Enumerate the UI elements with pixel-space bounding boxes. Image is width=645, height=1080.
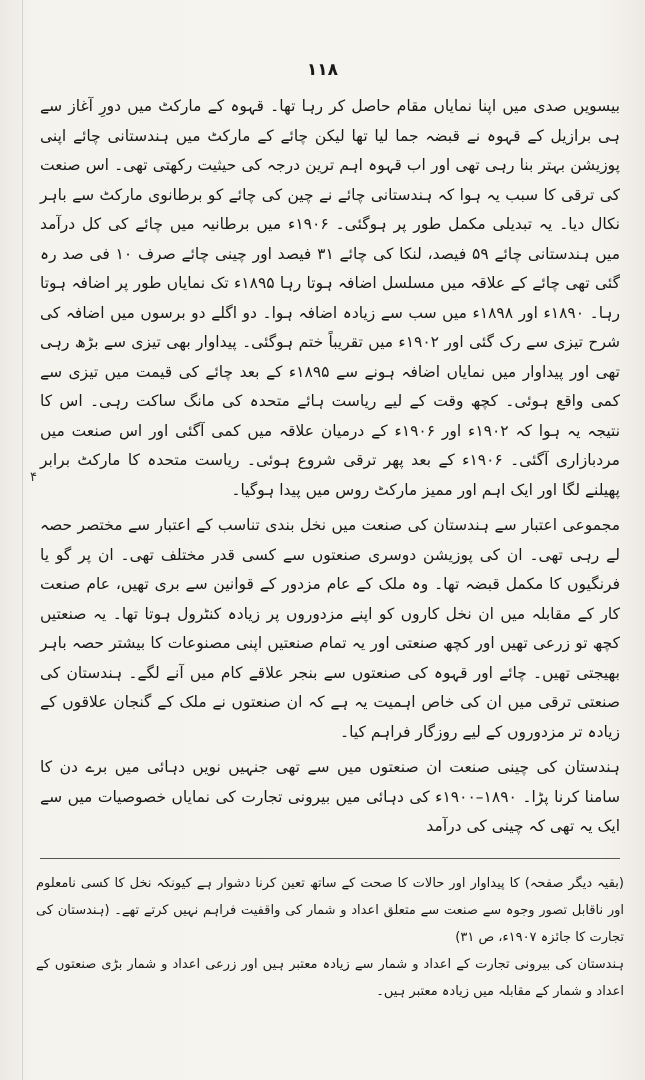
footnotes	[36, 870, 624, 1005]
footnote-divider	[40, 858, 620, 859]
body-text	[40, 92, 620, 842]
footnote-2: ہندستان کی بیرونی تجارت کے اعداد و شمار سے زیادہ معتبر ہیں اور زرعی اعداد و شمار بڑی صنعتوں کے اعداد و شمار کے مقابلہ میں زیادہ معتبر ہیں۔	[36, 957, 624, 999]
margin-mark: ۴	[30, 470, 37, 485]
footnote-1: (بقیہ دیگر صفحہ) کا پیداوار اور حالات کا صحت کے ساتھ تعین کرنا دشوار ہے کیونکہ نخل کا کسی نامعلوم اور ناقابل تصور وجوہ سے صنعت سے متعلق اعداد و شمار کی واقفیت فراہم نہیں کرتے تھے۔ (ہندستان کی تجارت کا جائزہ ۱۹۰۷ء، ص ۳۱)	[36, 876, 624, 945]
page-edge	[22, 0, 23, 1080]
paragraph-plantation-industries: مجموعی اعتبار سے ہندستان کی صنعت میں نخل بندی تناسب کے اعتبار سے مختصر حصہ لے رہی تھی۔ ان کی پوزیشن دوسری صنعتوں سے کسی قدر مختلف تھی۔ ان پر گو یا فرنگیوں کا مکمل قبضہ تھا۔ وہ ملک کے عام مزدور کے قوانین سے بری تھیں، عام صنعت کار کے مقابلہ میں ان نخل کاروں کو اپنے مزدوروں پر زیادہ کنٹرول ہوتا تھا۔ یہ صنعتیں کچھ تو زرعی تھیں اور کچھ صنعتی اور یہ تمام صنعتیں اپنی مصنوعات کا بیشتر حصہ باہر بھیجتی تھیں۔ چائے اور قہوہ کی صنعتوں سے بنجر علاقے کام میں آنے لگے۔ ہندستان کی صنعتی ترقی میں ان کی خاص اہمیت یہ ہے کہ ان صنعتوں نے ملک کے گنجان علاقوں کے زیادہ تر مزدوروں کے لیے روزگار فراہم کیا۔	[40, 516, 620, 741]
paragraph-tea-coffee: بیسویں صدی میں اپنا نمایاں مقام حاصل کر رہا تھا۔ قہوہ کے مارکٹ میں دورِ آغاز سے ہی برازیل کے قہوہ نے قبضہ جما لیا تھا لیکن چائے کے مارکٹ میں ہندستانی چائے اپنی پوزیشن بہتر بنا رہی تھی اور اب قہوہ اہم ترین درجہ کی حیثیت رکھتی تھی۔ اس صنعت کی ترقی کا سبب یہ ہوا کہ ہندستانی چائے نے چین کی چائے کو برطانوی مارکٹ سے باہر نکال دیا۔ یہ تبدیلی مکمل طور پر ہوگئی۔ ۱۹۰۶ء میں برطانیہ میں چائے کی کل درآمد میں ہندستانی چائے ۵۹ فیصد، لنکا کی چائے ۳۱ فیصد اور چینی چائے صرف ۱۰ فی صد رہ گئی تھی چائے کے علاقہ میں مسلسل اضافہ ہوتا رہا ۱۸۹۵ء تک نمایاں طور پر اضافہ ہوتا رہا۔ ۱۸۹۰ء اور ۱۸۹۸ء میں سب سے زیادہ اضافہ ہوا۔ دو اگلے دو برسوں میں اضافہ کی شرح تیزی سے رک گئی اور ۱۹۰۲ء میں تقریباً ختم ہوگئی۔ پیداوار بھی تیزی سے بڑھ رہی تھی اور پیداوار میں نمایاں اضافہ ہونے سے ۱۸۹۵ء کے بعد چائے کی قیمت میں تیزی سے کمی واقع ہوئی۔ کچھ وقت کے لیے ریاست ہائے متحدہ کی مانگ ساکت رہی۔ اس کا نتیجہ یہ ہوا کہ ۱۹۰۲ء اور ۱۹۰۶ء کے درمیان علاقہ میں کمی آگئی اور اس صنعت میں مردبازاری آگئی۔ ۱۹۰۶ء کے بعد پھر ترقی شروع ہوئی۔ ریاست متحدہ کا مارکٹ برابر پھیلنے لگا اور ایک اہم اور ممیز مارکٹ روس میں پیدا ہوگیا۔	[40, 97, 621, 499]
page-number: ۱۱۸	[306, 60, 339, 80]
paragraph-sugar-industry: ہندستان کی چینی صنعت ان صنعتوں میں سے تھی جنہیں نویں دہائی میں برے دن کا سامنا کرنا پڑا۔ ۱۸۹۰–۱۹۰۰ء کی دہائی میں بیرونی تجارت کی نمایاں خصوصیات میں سے ایک یہ تھی کہ چینی کی درآمد	[40, 758, 621, 835]
